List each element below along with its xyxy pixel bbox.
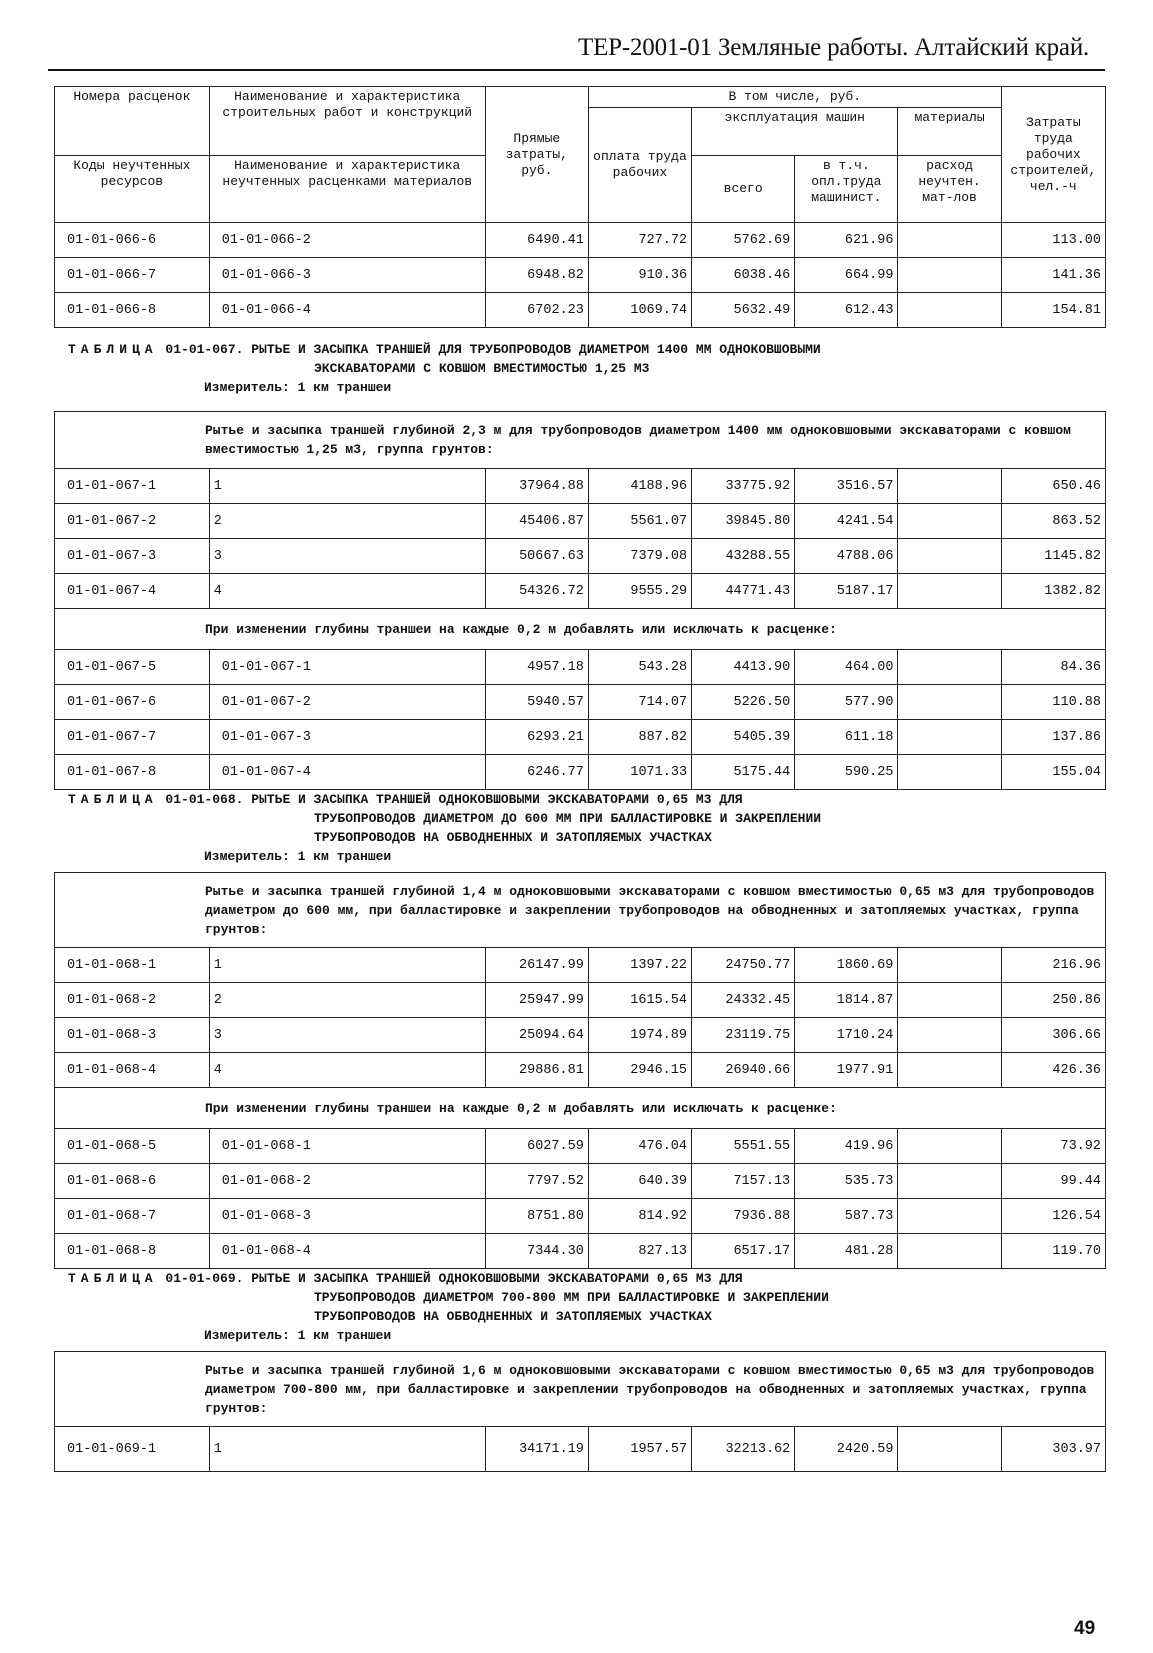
col-header-machine-total: всего — [692, 156, 795, 223]
table-row — [55, 1234, 1106, 1269]
rates-table-066 — [54, 86, 1106, 328]
labor-pay: 640.39 — [588, 1164, 691, 1199]
col-header-machine-use: эксплуатация машин — [692, 108, 898, 156]
rate-code: 01-01-067-6 — [55, 685, 210, 720]
machine-total: 39845.80 — [692, 504, 795, 539]
rate-name: 01-01-066-3 — [209, 258, 485, 293]
table-description: Рытье и засыпка траншей глубиной 1,6 м одноковшовыми экскаваторами с ковшом вместимостью 0,65 м3 для трубопроводов диаметром 700-800 мм, при балластировке и закреплении трубопроводов на обводненных и затопляемых участках, группа грунтов: — [55, 1352, 1106, 1427]
labor-hours: 154.81 — [1001, 293, 1105, 328]
direct-cost: 6702.23 — [485, 293, 588, 328]
direct-cost: 34171.19 — [485, 1427, 588, 1472]
rate-code: 01-01-067-7 — [55, 720, 210, 755]
machine-driver: 612.43 — [795, 293, 898, 328]
rate-name: 1 — [209, 469, 485, 504]
machine-driver: 464.00 — [795, 650, 898, 685]
rate-name: 01-01-066-4 — [209, 293, 485, 328]
table-row — [55, 1199, 1106, 1234]
rate-name: 1 — [209, 948, 485, 983]
labor-hours: 250.86 — [1001, 983, 1105, 1018]
direct-cost: 25094.64 — [485, 1018, 588, 1053]
materials — [898, 223, 1001, 258]
rates-table-068 — [54, 872, 1106, 1269]
rates-table-067 — [54, 411, 1106, 790]
labor-hours: 1382.82 — [1001, 574, 1105, 609]
machine-total: 32213.62 — [692, 1427, 795, 1472]
materials — [898, 983, 1001, 1018]
table-068-block — [54, 872, 1106, 1269]
labor-hours: 113.00 — [1001, 223, 1105, 258]
table-row — [55, 504, 1106, 539]
materials — [898, 755, 1001, 790]
labor-pay: 543.28 — [588, 650, 691, 685]
col-header-rate-numbers: Номера расценок — [55, 87, 210, 156]
direct-cost: 6948.82 — [485, 258, 588, 293]
direct-cost: 54326.72 — [485, 574, 588, 609]
depth-note: При изменении глубины траншеи на каждые 0,2 м добавлять или исключать к расценке: — [55, 609, 1106, 650]
labor-hours: 137.86 — [1001, 720, 1105, 755]
rate-name: 4 — [209, 574, 485, 609]
labor-hours: 73.92 — [1001, 1129, 1105, 1164]
depth-note: При изменении глубины траншеи на каждые 0,2 м добавлять или исключать к расценке: — [55, 1088, 1106, 1129]
col-header-labor-costs: Затраты труда рабочих строителей, чел.-ч — [1001, 87, 1105, 223]
machine-driver: 5187.17 — [795, 574, 898, 609]
machine-driver: 419.96 — [795, 1129, 898, 1164]
materials — [898, 720, 1001, 755]
table-label: ТАБЛИЦА — [68, 1271, 158, 1286]
labor-hours: 84.36 — [1001, 650, 1105, 685]
machine-total: 43288.55 — [692, 539, 795, 574]
machine-total: 6038.46 — [692, 258, 795, 293]
table-row — [55, 223, 1106, 258]
machine-driver: 4241.54 — [795, 504, 898, 539]
labor-hours: 99.44 — [1001, 1164, 1105, 1199]
direct-cost: 6027.59 — [485, 1129, 588, 1164]
section-title-069 — [68, 1269, 1108, 1345]
direct-cost: 4957.18 — [485, 650, 588, 685]
labor-pay: 5561.07 — [588, 504, 691, 539]
rate-code: 01-01-066-6 — [55, 223, 210, 258]
machine-total: 5405.39 — [692, 720, 795, 755]
labor-hours: 650.46 — [1001, 469, 1105, 504]
col-header-resource-codes: Коды неучтенных ресурсов — [55, 156, 210, 223]
table-row — [55, 755, 1106, 790]
materials — [898, 1427, 1001, 1472]
labor-hours: 306.66 — [1001, 1018, 1105, 1053]
col-header-material-name: Наименование и характеристика неучтенных расценками материалов — [209, 156, 485, 223]
machine-total: 7157.13 — [692, 1164, 795, 1199]
table-row — [55, 258, 1106, 293]
labor-hours: 126.54 — [1001, 1199, 1105, 1234]
rate-name: 01-01-067-1 — [209, 650, 485, 685]
labor-pay: 714.07 — [588, 685, 691, 720]
rate-name: 01-01-067-4 — [209, 755, 485, 790]
labor-pay: 4188.96 — [588, 469, 691, 504]
direct-cost: 8751.80 — [485, 1199, 588, 1234]
direct-cost: 7797.52 — [485, 1164, 588, 1199]
col-header-labor-pay: оплата труда рабочих — [588, 108, 691, 223]
rate-name: 01-01-068-3 — [209, 1199, 485, 1234]
materials — [898, 1199, 1001, 1234]
materials — [898, 1234, 1001, 1269]
rate-code: 01-01-068-1 — [55, 948, 210, 983]
materials — [898, 574, 1001, 609]
col-header-direct-costs: Прямые затраты, руб. — [485, 87, 588, 223]
col-header-machine-driver: в т.ч. опл.труда машинист. — [795, 156, 898, 223]
table-label: ТАБЛИЦА — [68, 792, 158, 807]
header-rule — [48, 69, 1105, 71]
machine-driver: 1710.24 — [795, 1018, 898, 1053]
rate-code: 01-01-067-8 — [55, 755, 210, 790]
table-067-block — [54, 411, 1106, 790]
table-title-line1: 01-01-067. РЫТЬЕ И ЗАСЫПКА ТРАНШЕЙ ДЛЯ ТРУБОПРОВОДОВ ДИАМЕТРОМ 1400 ММ ОДНОКОВШОВЫМИ — [165, 342, 821, 357]
materials — [898, 1053, 1001, 1088]
table-title-line3: ТРУБОПРОВОДОВ НА ОБВОДНЕННЫХ И ЗАТОПЛЯЕМЫХ УЧАСТКАХ — [314, 830, 712, 845]
table-066-rows — [55, 223, 1106, 328]
section-title-067 — [68, 340, 1108, 397]
rate-name: 3 — [209, 1018, 485, 1053]
labor-pay: 1069.74 — [588, 293, 691, 328]
rate-code: 01-01-067-4 — [55, 574, 210, 609]
direct-cost: 6293.21 — [485, 720, 588, 755]
machine-total: 5762.69 — [692, 223, 795, 258]
machine-total: 24750.77 — [692, 948, 795, 983]
labor-hours: 303.97 — [1001, 1427, 1105, 1472]
col-header-including: В том числе, руб. — [588, 87, 1001, 108]
rate-code: 01-01-067-5 — [55, 650, 210, 685]
machine-driver: 1814.87 — [795, 983, 898, 1018]
table-title-line2: ЭКСКАВАТОРАМИ С КОВШОМ ВМЕСТИМОСТЬЮ 1,25 М3 — [314, 361, 650, 376]
materials — [898, 504, 1001, 539]
direct-cost: 26147.99 — [485, 948, 588, 983]
table-description: Рытье и засыпка траншей глубиной 1,4 м одноковшовыми экскаваторами с ковшом вместимостью 0,65 м3 для трубопроводов диаметром до 600 мм, при балластировке и закреплении трубопроводов на обводненных и затопляемых участках, группа грунтов: — [55, 873, 1106, 948]
table-measure: Измеритель: 1 км траншеи — [204, 849, 392, 864]
materials — [898, 469, 1001, 504]
rate-name: 2 — [209, 504, 485, 539]
table-title-line2: ТРУБОПРОВОДОВ ДИАМЕТРОМ 700-800 ММ ПРИ БАЛЛАСТИРОВКЕ И ЗАКРЕПЛЕНИИ — [314, 1290, 829, 1305]
col-header-materials: материалы — [898, 108, 1001, 156]
labor-pay: 1957.57 — [588, 1427, 691, 1472]
direct-cost: 45406.87 — [485, 504, 588, 539]
rate-name: 01-01-068-4 — [209, 1234, 485, 1269]
table-measure: Измеритель: 1 км траншеи — [204, 1328, 392, 1343]
machine-total: 5632.49 — [692, 293, 795, 328]
table-title-line1: 01-01-068. РЫТЬЕ И ЗАСЫПКА ТРАНШЕЙ ОДНОКОВШОВЫМИ ЭКСКАВАТОРАМИ 0,65 М3 ДЛЯ — [165, 792, 743, 807]
machine-driver: 535.73 — [795, 1164, 898, 1199]
materials — [898, 258, 1001, 293]
materials — [898, 650, 1001, 685]
labor-hours: 155.04 — [1001, 755, 1105, 790]
machine-driver: 481.28 — [795, 1234, 898, 1269]
machine-total: 44771.43 — [692, 574, 795, 609]
table-description: Рытье и засыпка траншей глубиной 2,3 м для трубопроводов диаметром 1400 мм одноковшовыми экскаваторами с ковшом вместимостью 1,25 м3, группа грунтов: — [55, 412, 1106, 469]
machine-total: 24332.45 — [692, 983, 795, 1018]
machine-driver: 664.99 — [795, 258, 898, 293]
labor-pay: 476.04 — [588, 1129, 691, 1164]
table-title-line2: ТРУБОПРОВОДОВ ДИАМЕТРОМ ДО 600 ММ ПРИ БАЛЛАСТИРОВКЕ И ЗАКРЕПЛЕНИИ — [314, 811, 822, 826]
labor-hours: 216.96 — [1001, 948, 1105, 983]
rate-code: 01-01-068-4 — [55, 1053, 210, 1088]
rate-name: 1 — [209, 1427, 485, 1472]
rate-name: 3 — [209, 539, 485, 574]
table-row — [55, 650, 1106, 685]
machine-driver: 611.18 — [795, 720, 898, 755]
labor-hours: 119.70 — [1001, 1234, 1105, 1269]
machine-driver: 1977.91 — [795, 1053, 898, 1088]
machine-driver: 577.90 — [795, 685, 898, 720]
rate-name: 2 — [209, 983, 485, 1018]
labor-pay: 1615.54 — [588, 983, 691, 1018]
direct-cost: 37964.88 — [485, 469, 588, 504]
labor-pay: 1974.89 — [588, 1018, 691, 1053]
labor-hours: 1145.82 — [1001, 539, 1105, 574]
labor-pay: 727.72 — [588, 223, 691, 258]
rate-name: 01-01-068-1 — [209, 1129, 485, 1164]
rate-code: 01-01-069-1 — [55, 1427, 210, 1472]
table-row — [55, 1164, 1106, 1199]
table-measure: Измеритель: 1 км траншеи — [204, 380, 392, 395]
table-row — [55, 293, 1106, 328]
labor-pay: 1397.22 — [588, 948, 691, 983]
machine-total: 26940.66 — [692, 1053, 795, 1088]
labor-hours: 141.36 — [1001, 258, 1105, 293]
machine-total: 5226.50 — [692, 685, 795, 720]
labor-pay: 1071.33 — [588, 755, 691, 790]
labor-pay: 827.13 — [588, 1234, 691, 1269]
table-title-line1: 01-01-069. РЫТЬЕ И ЗАСЫПКА ТРАНШЕЙ ОДНОКОВШОВЫМИ ЭКСКАВАТОРАМИ 0,65 М3 ДЛЯ — [165, 1271, 743, 1286]
materials — [898, 539, 1001, 574]
table-069-block — [54, 1351, 1106, 1472]
rate-code: 01-01-068-2 — [55, 983, 210, 1018]
labor-pay: 910.36 — [588, 258, 691, 293]
table-title-line3: ТРУБОПРОВОДОВ НА ОБВОДНЕННЫХ И ЗАТОПЛЯЕМЫХ УЧАСТКАХ — [314, 1309, 712, 1324]
table-row — [55, 1053, 1106, 1088]
table-row — [55, 1427, 1106, 1472]
page-number: 49 — [1074, 1618, 1096, 1639]
direct-cost: 5940.57 — [485, 685, 588, 720]
table-row — [55, 539, 1106, 574]
machine-driver: 1860.69 — [795, 948, 898, 983]
direct-cost: 25947.99 — [485, 983, 588, 1018]
rate-name: 01-01-067-2 — [209, 685, 485, 720]
rate-code: 01-01-068-5 — [55, 1129, 210, 1164]
materials — [898, 1164, 1001, 1199]
labor-pay: 2946.15 — [588, 1053, 691, 1088]
table-row — [55, 720, 1106, 755]
machine-total: 33775.92 — [692, 469, 795, 504]
rate-name: 01-01-067-3 — [209, 720, 485, 755]
col-header-work-name: Наименование и характеристика строительных работ и конструкций — [209, 87, 485, 156]
materials — [898, 685, 1001, 720]
rate-code: 01-01-068-8 — [55, 1234, 210, 1269]
table-row — [55, 574, 1106, 609]
rate-code: 01-01-068-7 — [55, 1199, 210, 1234]
machine-total: 4413.90 — [692, 650, 795, 685]
machine-driver: 2420.59 — [795, 1427, 898, 1472]
machine-total: 6517.17 — [692, 1234, 795, 1269]
labor-hours: 110.88 — [1001, 685, 1105, 720]
table-row — [55, 948, 1106, 983]
direct-cost: 29886.81 — [485, 1053, 588, 1088]
materials — [898, 293, 1001, 328]
machine-driver: 621.96 — [795, 223, 898, 258]
machine-driver: 4788.06 — [795, 539, 898, 574]
labor-hours: 426.36 — [1001, 1053, 1105, 1088]
labor-hours: 863.52 — [1001, 504, 1105, 539]
labor-pay: 887.82 — [588, 720, 691, 755]
rate-name: 01-01-068-2 — [209, 1164, 485, 1199]
rate-name: 01-01-066-2 — [209, 223, 485, 258]
table-row — [55, 469, 1106, 504]
rate-code: 01-01-067-2 — [55, 504, 210, 539]
labor-pay: 7379.08 — [588, 539, 691, 574]
table-066-block — [54, 86, 1106, 328]
materials — [898, 948, 1001, 983]
table-label: ТАБЛИЦА — [68, 342, 158, 357]
rate-code: 01-01-066-8 — [55, 293, 210, 328]
direct-cost: 6490.41 — [485, 223, 588, 258]
rate-code: 01-01-067-1 — [55, 469, 210, 504]
section-title-068 — [68, 790, 1108, 866]
machine-driver: 3516.57 — [795, 469, 898, 504]
materials — [898, 1018, 1001, 1053]
machine-total: 7936.88 — [692, 1199, 795, 1234]
table-row — [55, 1018, 1106, 1053]
rate-code: 01-01-068-6 — [55, 1164, 210, 1199]
direct-cost: 7344.30 — [485, 1234, 588, 1269]
machine-total: 23119.75 — [692, 1018, 795, 1053]
labor-pay: 814.92 — [588, 1199, 691, 1234]
col-header-materials-unaccounted: расход неучтен. мат-лов — [898, 156, 1001, 223]
machine-total: 5551.55 — [692, 1129, 795, 1164]
rate-code: 01-01-066-7 — [55, 258, 210, 293]
page-header-title: ТЕР-2001-01 Земляные работы. Алтайский край. — [578, 34, 1090, 61]
table-row — [55, 983, 1106, 1018]
labor-pay: 9555.29 — [588, 574, 691, 609]
rate-name: 4 — [209, 1053, 485, 1088]
table-row — [55, 1129, 1106, 1164]
direct-cost: 50667.63 — [485, 539, 588, 574]
rates-table-069 — [54, 1351, 1106, 1472]
rate-code: 01-01-067-3 — [55, 539, 210, 574]
machine-driver: 587.73 — [795, 1199, 898, 1234]
direct-cost: 6246.77 — [485, 755, 588, 790]
materials — [898, 1129, 1001, 1164]
machine-driver: 590.25 — [795, 755, 898, 790]
table-row — [55, 685, 1106, 720]
rate-code: 01-01-068-3 — [55, 1018, 210, 1053]
machine-total: 5175.44 — [692, 755, 795, 790]
